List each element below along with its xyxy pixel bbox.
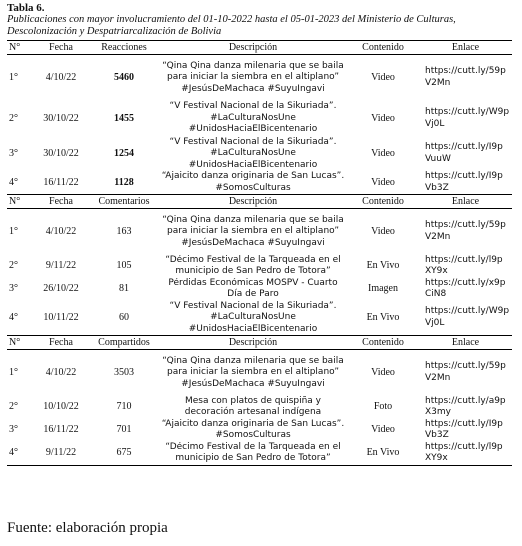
cell-link[interactable]: https://cutt.ly/59p V2Mn <box>425 66 506 88</box>
cell-row-number: 4° <box>7 442 33 466</box>
cell-description: “V Festival Nacional de la Sikuriada”. #LaCulturaNosUne #UnidosHaciaElBicentenario <box>169 136 337 170</box>
cell-content-type: Video <box>371 148 395 159</box>
cell-description: “V Festival Nacional de la Sikuriada”. #LaCulturaNosUne #UnidosHaciaElBicentenario <box>169 101 337 135</box>
cell-row-number: 2° <box>9 401 18 413</box>
table-row <box>7 255 512 278</box>
table-caption-title: Tabla 6. <box>7 2 45 14</box>
cell-content-type: En Vivo <box>366 312 400 323</box>
cell-row-number: 4° <box>9 176 18 188</box>
cell-row-number: 1° <box>9 367 18 378</box>
cell-description: “Ajaicito danza originaria de San Lucas”. #SomosCulturas <box>161 418 345 440</box>
cell-date: 4/10/22 <box>45 72 77 83</box>
cell-description: “V Festival Nacional de la Sikuriada”. #LaCulturaNosUne #UnidosHaciaElBicentenario <box>169 300 337 334</box>
column-header-description: Descripción <box>159 41 347 55</box>
cell-link[interactable]: https://cutt.ly/a9p X3my <box>425 395 506 417</box>
table-row <box>7 301 512 336</box>
cell-date: 30/10/22 <box>43 112 79 124</box>
cell-content-type: Video <box>371 226 395 237</box>
cell-date: 9/11/22 <box>33 442 89 466</box>
engagement-table <box>7 40 512 466</box>
cell-row-number: 3° <box>9 424 18 436</box>
cell-content-type: Video <box>371 72 395 83</box>
column-header-content-type: Contenido <box>347 336 419 350</box>
cell-content-type: En Vivo <box>347 442 419 466</box>
cell-row-number: 1° <box>9 226 18 237</box>
cell-link[interactable]: https://cutt.ly/59p V2Mn <box>425 220 506 242</box>
cell-date: 10/11/22 <box>43 312 79 323</box>
cell-row-number: 4° <box>9 312 18 323</box>
table-row <box>7 55 512 101</box>
cell-metric-value: 105 <box>116 260 132 272</box>
cell-description: “Décimo Festival de la Tarqueada en el municipio de San Pedro de Totora” <box>159 442 347 466</box>
cell-link[interactable]: https://cutt.ly/59p V2Mn <box>425 361 506 383</box>
cell-content-type: Video <box>371 424 395 436</box>
cell-date: 26/10/22 <box>43 283 79 295</box>
table-row <box>7 171 512 195</box>
table-row <box>7 419 512 442</box>
table-body <box>7 41 512 466</box>
table-row <box>7 350 512 396</box>
column-header-description: Descripción <box>159 195 347 209</box>
cell-date: 10/10/22 <box>43 401 79 413</box>
cell-metric-value: 701 <box>116 424 132 436</box>
cell-content-type: Video <box>371 367 395 378</box>
cell-metric-value: 1128 <box>114 176 134 188</box>
header-row <box>7 41 512 55</box>
column-header-description: Descripción <box>159 336 347 350</box>
column-header-row-number: N° <box>7 41 33 55</box>
column-header-date: Fecha <box>33 195 89 209</box>
cell-metric-value: 5460 <box>114 72 134 83</box>
cell-content-type: Foto <box>373 401 393 413</box>
column-header-date: Fecha <box>33 41 89 55</box>
cell-description: “Qina Qina danza milenaria que se baila para iniciar la siembra en el altiplano” #JesúsDeMachaca #SuyuIngavi <box>162 214 344 248</box>
table-caption-subtitle: Publicaciones con mayor involucramiento del 01-10-2022 hasta el 05-01-2023 del Ministerio de Culturas, Descolonización y Despatriarcalización de Bolivia <box>7 14 456 37</box>
table-row <box>7 442 512 466</box>
cell-row-number: 2° <box>9 112 18 124</box>
cell-date: 30/10/22 <box>43 148 79 159</box>
cell-row-number: 2° <box>9 260 18 272</box>
cell-metric-value: 675 <box>89 442 159 466</box>
cell-metric-value: 710 <box>116 401 132 413</box>
column-header-content-type: Contenido <box>347 195 419 209</box>
cell-content-type: En Vivo <box>366 260 400 272</box>
column-header-metric-value: Compartidos <box>89 336 159 350</box>
column-header-metric-value: Comentarios <box>89 195 159 209</box>
cell-date: 16/11/22 <box>43 424 79 436</box>
table-row <box>7 101 512 137</box>
column-header-link: Enlace <box>419 195 512 209</box>
source-note: Fuente: elaboración propia <box>7 520 168 536</box>
cell-link[interactable]: https://cutt.ly/I9p Vb3Z <box>425 418 503 440</box>
cell-row-number: 3° <box>9 148 18 159</box>
table-row <box>7 137 512 172</box>
cell-metric-value: 60 <box>119 312 129 323</box>
cell-description: Pérdidas Económicas MOSPV - Cuarto Día de Paro <box>168 277 338 299</box>
cell-date: 4/10/22 <box>45 226 77 237</box>
cell-content-type: Video <box>371 112 395 124</box>
cell-description: Mesa con platos de quispiña y decoración artesanal indígena <box>184 395 322 417</box>
cell-link[interactable]: https://cutt.ly/l9p XY9x <box>425 254 503 276</box>
column-header-link: Enlace <box>419 336 512 350</box>
cell-description: “Ajaicito danza originaria de San Lucas”. #SomosCulturas <box>161 171 345 193</box>
cell-content-type: Video <box>371 176 395 188</box>
cell-row-number: 1° <box>9 72 18 83</box>
column-header-row-number: N° <box>7 336 33 350</box>
cell-metric-value: 3503 <box>114 367 134 378</box>
table-row <box>7 278 512 301</box>
table-row <box>7 396 512 419</box>
column-header-link: Enlace <box>419 41 512 55</box>
cell-metric-value: 1455 <box>114 112 134 124</box>
cell-link[interactable]: https://cutt.ly/l9p XY9x <box>419 442 512 466</box>
cell-description: “Qina Qina danza milenaria que se baila para iniciar la siembra en el altiplano” #JesúsDeMachaca #SuyuIngavi <box>162 60 344 94</box>
cell-date: 16/11/22 <box>43 176 79 188</box>
header-row <box>7 336 512 350</box>
cell-metric-value: 1254 <box>114 148 134 159</box>
cell-date: 4/10/22 <box>45 367 77 378</box>
cell-link[interactable]: https://cutt.ly/I9p VuuW <box>425 142 503 164</box>
column-header-metric-value: Reacciones <box>89 41 159 55</box>
cell-link[interactable]: https://cutt.ly/W9p Vj0L <box>425 306 510 328</box>
column-header-content-type: Contenido <box>347 41 419 55</box>
cell-link[interactable]: https://cutt.ly/x9p CiN8 <box>425 277 506 299</box>
cell-link[interactable]: https://cutt.ly/W9p Vj0L <box>425 107 510 129</box>
cell-row-number: 3° <box>9 283 18 295</box>
cell-link[interactable]: https://cutt.ly/I9p Vb3Z <box>425 171 503 193</box>
cell-content-type: Imagen <box>368 283 398 295</box>
header-row <box>7 195 512 209</box>
column-header-date: Fecha <box>33 336 89 350</box>
table-row <box>7 209 512 255</box>
cell-date: 9/11/22 <box>45 260 77 272</box>
cell-description: “Décimo Festival de la Tarqueada en el municipio de San Pedro de Totora” <box>165 254 341 276</box>
column-header-row-number: N° <box>7 195 33 209</box>
cell-metric-value: 81 <box>119 283 129 295</box>
cell-description: “Qina Qina danza milenaria que se baila para iniciar la siembra en el altiplano” #JesúsDeMachaca #SuyuIngavi <box>162 355 344 389</box>
cell-metric-value: 163 <box>116 226 132 237</box>
